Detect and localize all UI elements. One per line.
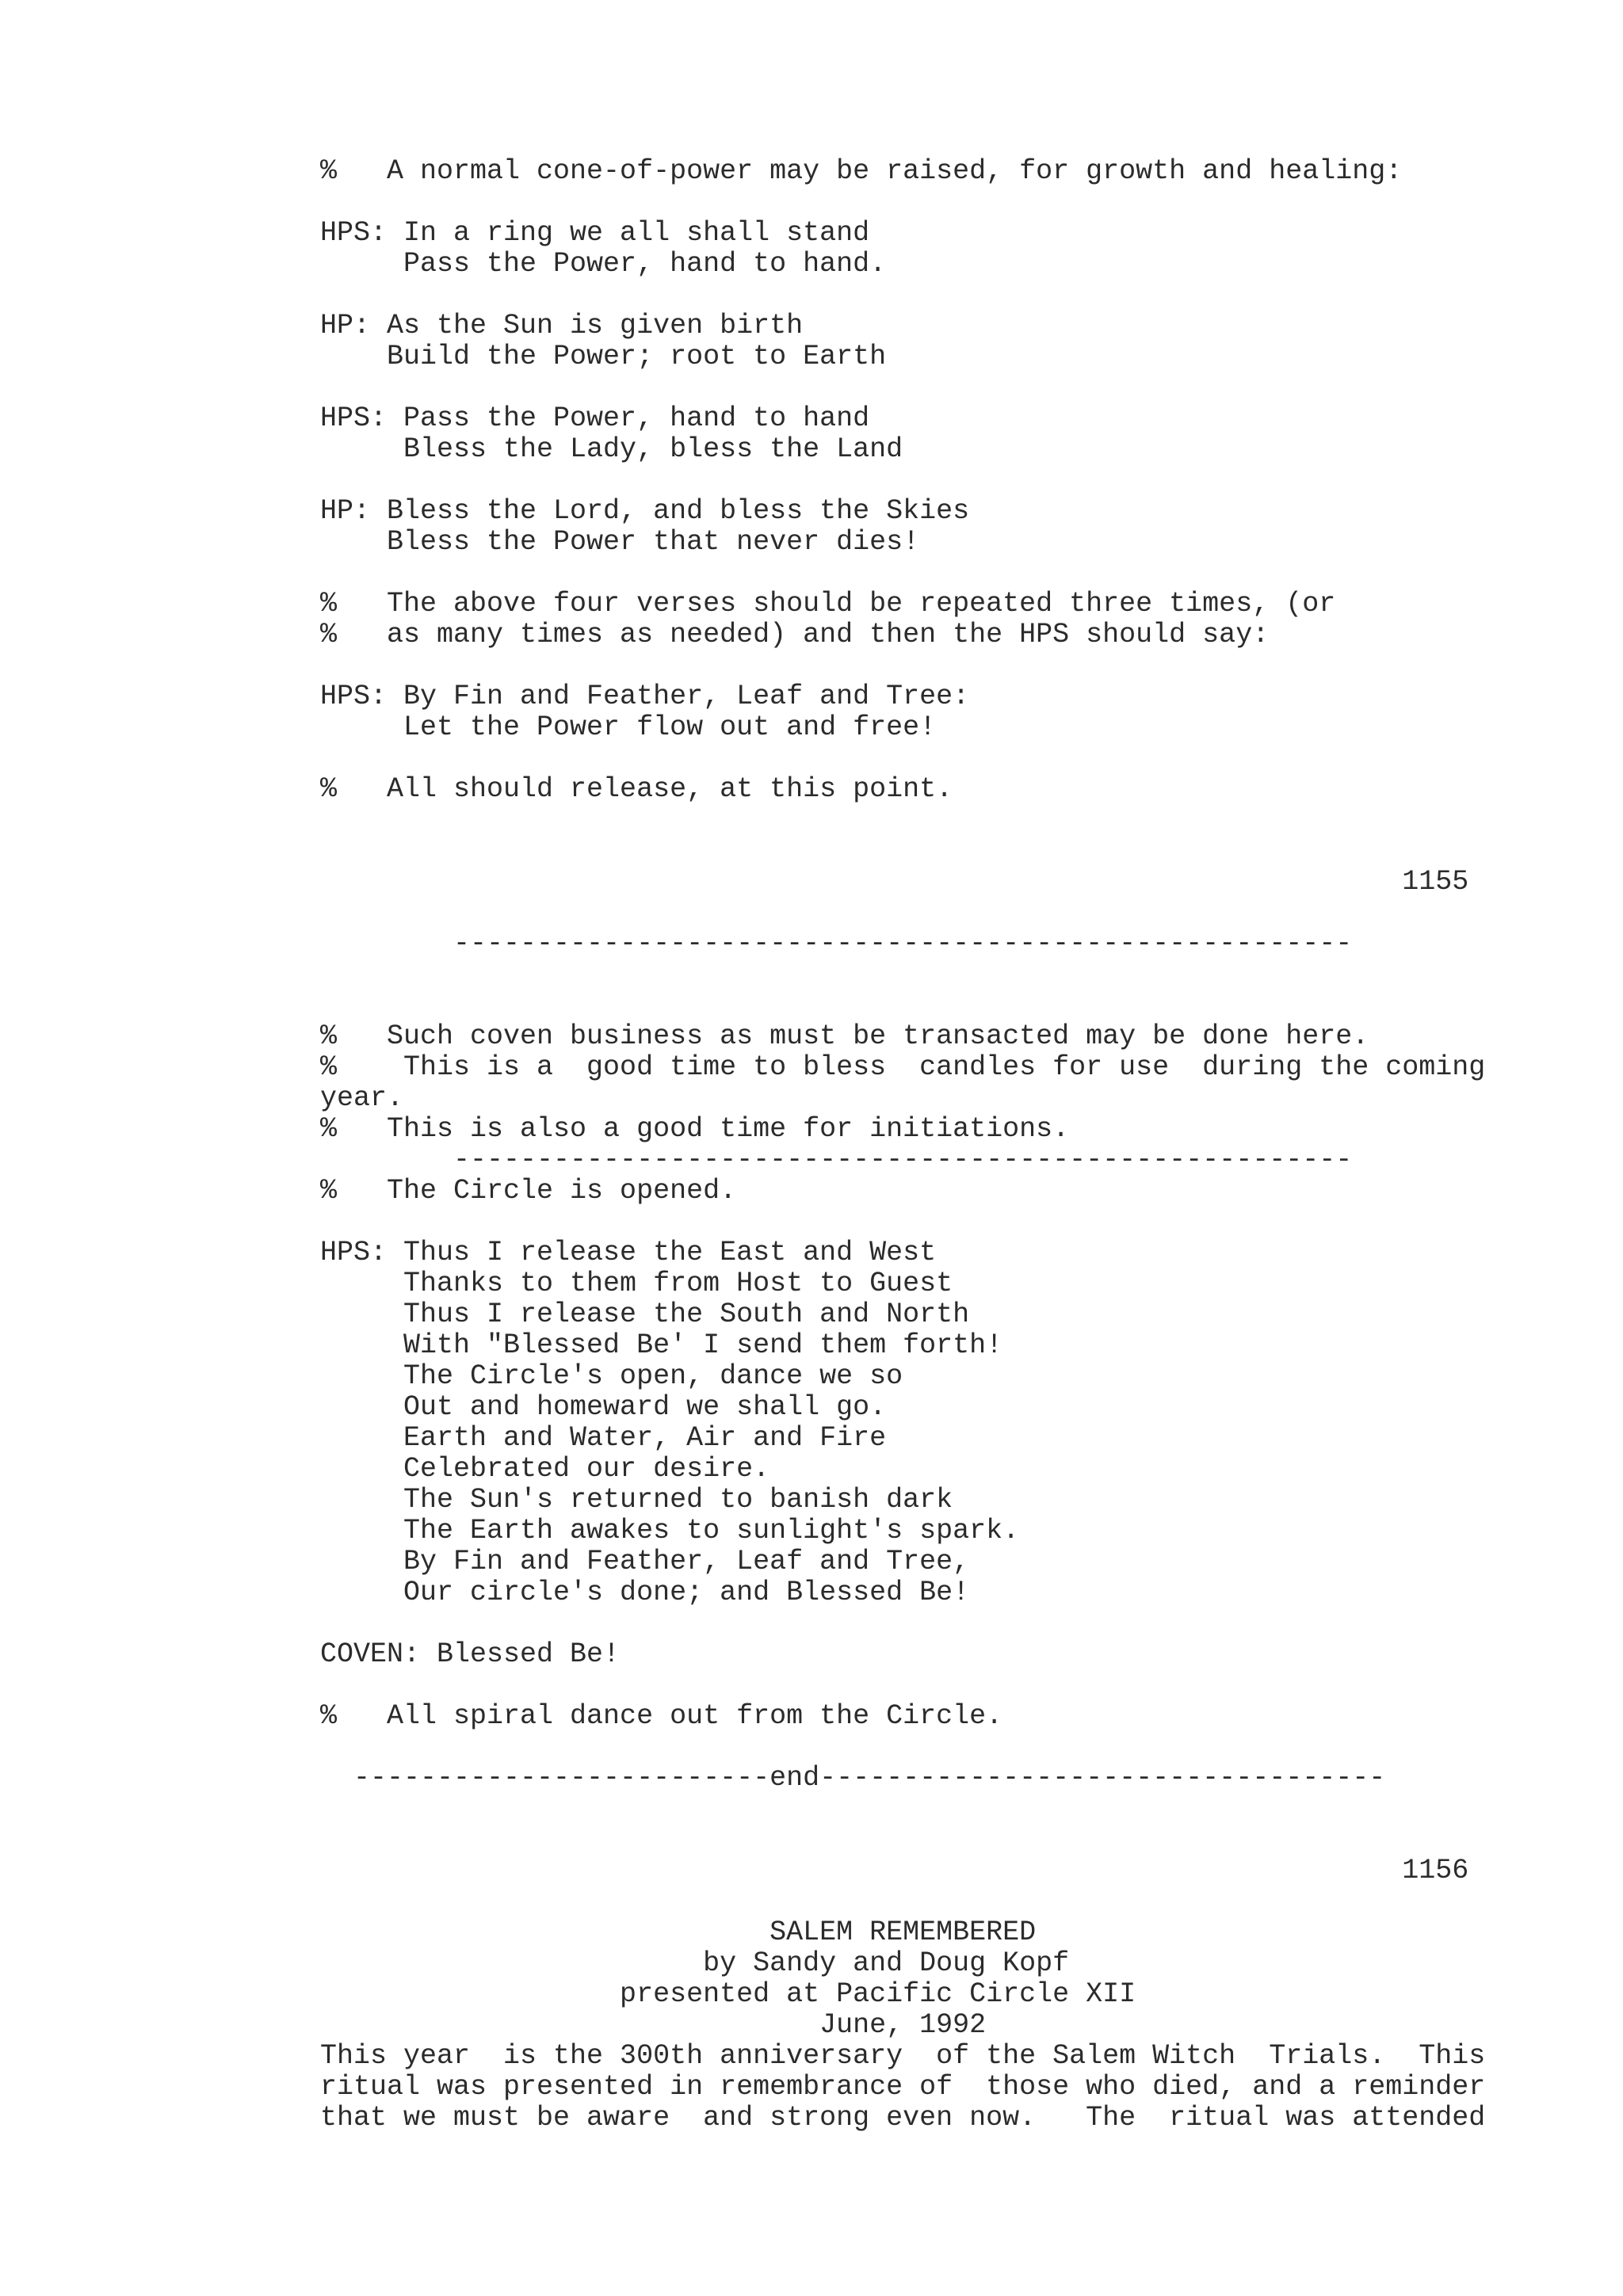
divider-line: ------------------------------------------------------ [320, 1144, 1353, 1176]
section-venue: presented at Pacific Circle XII [320, 1978, 1136, 2010]
text-line: % as many times as needed) and then the HPS should say: [320, 619, 1270, 650]
text-line: HPS: Pass the Power, hand to hand [320, 402, 870, 434]
text-line: % All should release, at this point. [320, 773, 953, 805]
text-line: HPS: Thus I release the East and West [320, 1237, 937, 1268]
divider-line: ------------------------------------------------------ [320, 928, 1353, 959]
text-line: % The Circle is opened. [320, 1175, 737, 1207]
text-line: Build the Power; root to Earth [320, 341, 887, 372]
text-line: Out and homeward we shall go. [320, 1391, 887, 1423]
text-line: % Such coven business as must be transacted may be done here. [320, 1020, 1369, 1052]
text-line: HP: As the Sun is given birth [320, 310, 804, 341]
text-line: HPS: In a ring we all shall stand [320, 217, 870, 249]
text-line: The Earth awakes to sunlight's spark. [320, 1515, 1020, 1547]
text-line: % A normal cone-of-power may be raised, for growth and healing: [320, 155, 1403, 187]
text-line: that we must be aware and strong even now. The ritual was attended [320, 2102, 1486, 2134]
text-line: Earth and Water, Air and Fire [320, 1422, 887, 1454]
section-authors: by Sandy and Doug Kopf [320, 1947, 1070, 1979]
section-title: SALEM REMEMBERED [320, 1917, 1037, 1948]
page-number: 1156 [320, 1855, 1469, 1886]
end-divider-line: -------------------------end---------------------------------- [320, 1762, 1386, 1794]
text-line: % This is a good time to bless candles for use during the coming [320, 1051, 1486, 1083]
text-line: Bless the Lady, bless the Land [320, 433, 903, 465]
text-line: HP: Bless the Lord, and bless the Skies [320, 495, 970, 527]
text-line: Thus I release the South and North [320, 1299, 970, 1330]
section-date: June, 1992 [320, 2009, 987, 2041]
text-line: % The above four verses should be repeated three times, (or [320, 588, 1336, 620]
text-line: COVEN: Blessed Be! [320, 1638, 621, 1670]
text-line: This year is the 300th anniversary of the Salem Witch Trials. This [320, 2040, 1486, 2072]
text-line: % This is also a good time for initiations. [320, 1113, 1070, 1145]
text-line: Celebrated our desire. [320, 1453, 770, 1485]
text-line: Pass the Power, hand to hand. [320, 248, 887, 280]
text-line: Let the Power flow out and free! [320, 711, 937, 743]
page-number: 1155 [320, 866, 1469, 898]
text-line: The Circle's open, dance we so [320, 1360, 903, 1392]
text-line: year. [320, 1082, 404, 1114]
text-line: % All spiral dance out from the Circle. [320, 1700, 1003, 1732]
text-line: By Fin and Feather, Leaf and Tree, [320, 1546, 970, 1577]
text-line: ritual was presented in remembrance of those who died, and a reminder [320, 2071, 1486, 2103]
text-line: With "Blessed Be' I send them forth! [320, 1329, 1003, 1361]
text-line: The Sun's returned to banish dark [320, 1484, 953, 1516]
text-line: HPS: By Fin and Feather, Leaf and Tree: [320, 681, 970, 712]
text-line: Bless the Power that never dies! [320, 526, 920, 558]
text-line: Our circle's done; and Blessed Be! [320, 1577, 970, 1608]
text-line: Thanks to them from Host to Guest [320, 1268, 953, 1299]
